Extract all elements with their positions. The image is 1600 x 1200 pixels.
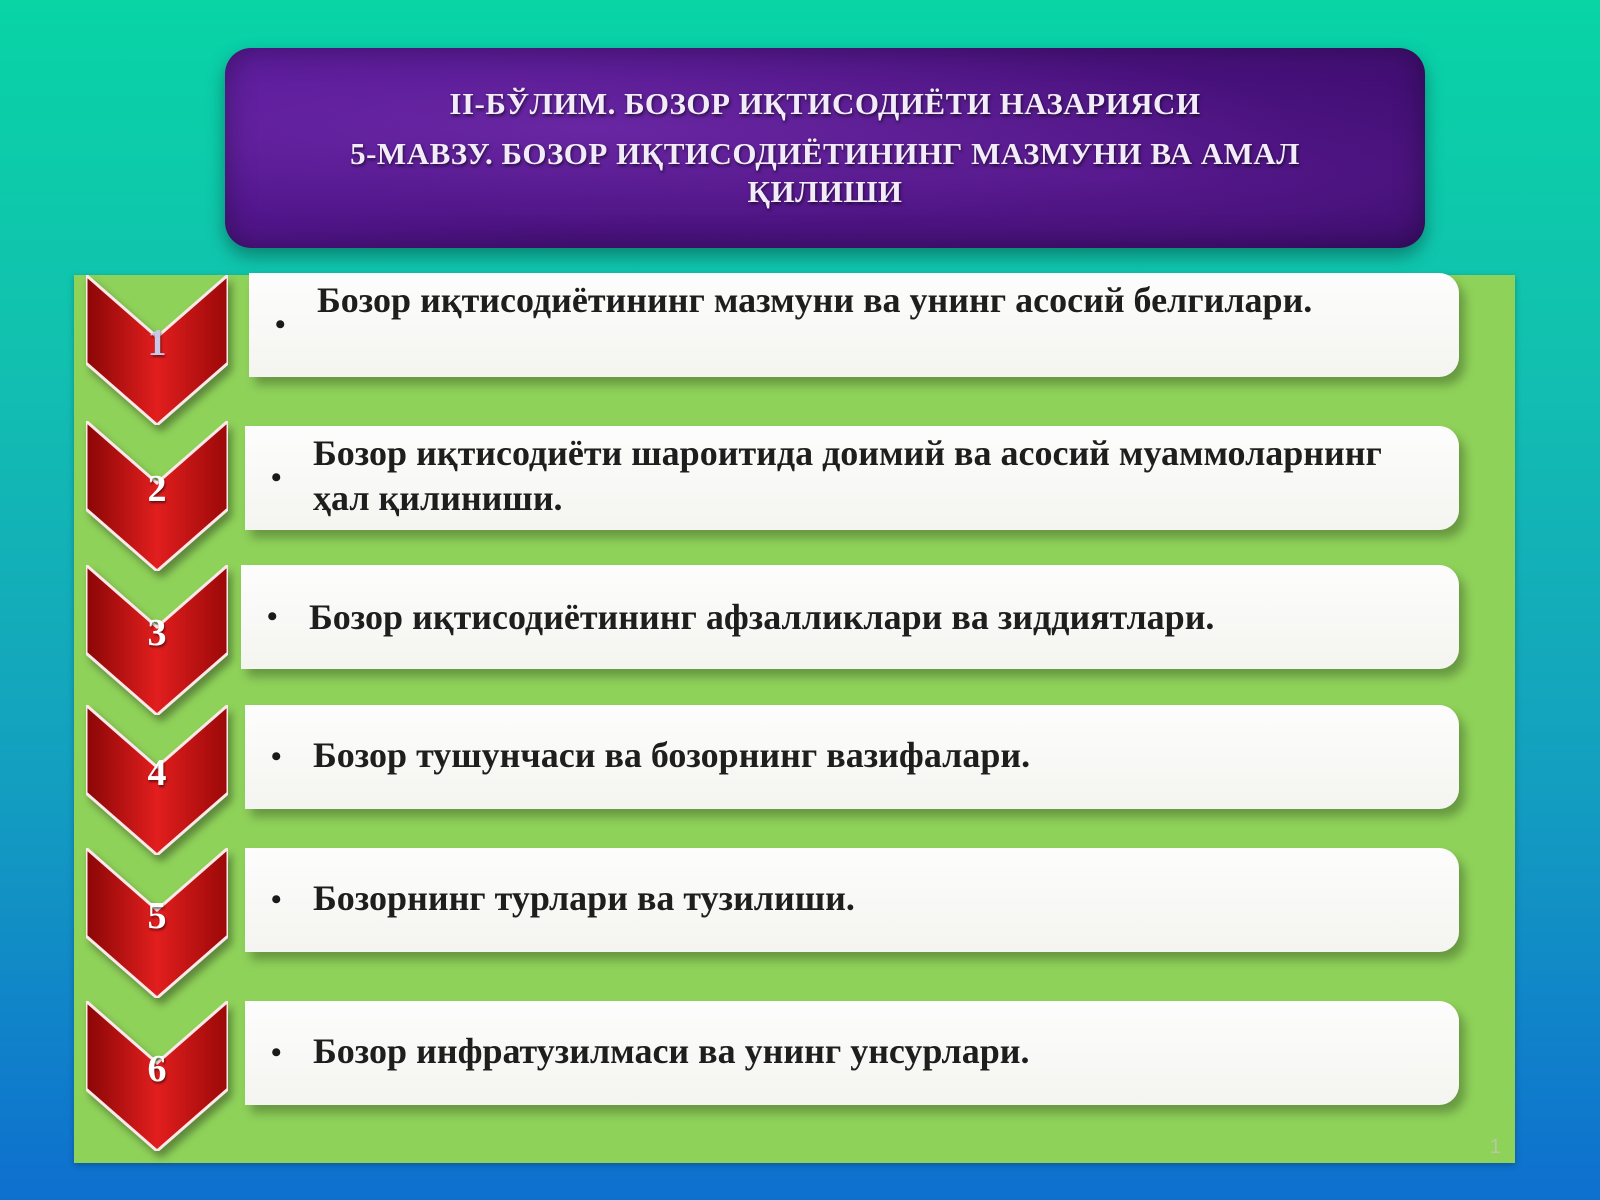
topic-text-5: Бозорнинг турлари ва тузилиши. (313, 878, 855, 918)
title-banner (225, 48, 1425, 248)
chevron-down-icon (86, 848, 228, 998)
topic-text-6: Бозор инфратузилмаси ва унинг унсурлари. (313, 1031, 1030, 1071)
section-title: II-БЎЛИМ. БОЗОР ИҚТИСОДИЁТИ НАЗАРИЯСИ (449, 86, 1201, 121)
bullet-icon: • (271, 883, 282, 916)
chevron-down-icon (86, 565, 228, 715)
chevron-down-icon (86, 1001, 228, 1151)
chevron-down-icon (86, 275, 228, 425)
topic-bar-5 (245, 848, 1459, 952)
topic-bar-3 (241, 565, 1459, 669)
slide-number: 1 (1489, 1136, 1501, 1158)
bullet-icon: • (275, 308, 286, 341)
bullet-icon: • (271, 1036, 282, 1069)
topic-number-2: 2 (147, 468, 167, 510)
topic-bar-2 (245, 426, 1459, 530)
chevron-down-icon (86, 421, 228, 571)
topic-number-6: 6 (147, 1048, 167, 1090)
topics-panel (74, 275, 1515, 1163)
topic-number-3: 3 (147, 612, 167, 654)
bullet-icon: • (271, 461, 282, 494)
topic-bar-4 (245, 705, 1459, 809)
topic-text-2: Бозор иқтисодиёти шароитида доимий ва асосий муаммоларнинг ҳал қилиниши. (313, 433, 1382, 518)
chevron-down-icon (86, 705, 228, 855)
topic-bar-6 (245, 1001, 1459, 1105)
topic-bar-1 (249, 273, 1459, 377)
topic-number-1: 1 (147, 322, 167, 364)
topic-text-3: Бозор иқтисодиётининг афзалликлари ва зиддиятлари. (309, 597, 1215, 637)
topic-number-4: 4 (147, 752, 167, 794)
topic-text-1: Бозор иқтисодиётининг мазмуни ва унинг асосий белгилари. (317, 280, 1313, 320)
topic-text-4: Бозор тушунчаси ва бозорнинг вазифалари. (313, 735, 1031, 775)
topic-number-5: 5 (147, 895, 167, 937)
bullet-icon: • (271, 740, 282, 773)
bullet-icon: • (267, 600, 278, 633)
topic-title: 5-МАВЗУ. БОЗОР ИҚТИСОДИЁТИНИНГ МАЗМУНИ ВА АМАЛ ҚИЛИШИ (350, 136, 1300, 209)
